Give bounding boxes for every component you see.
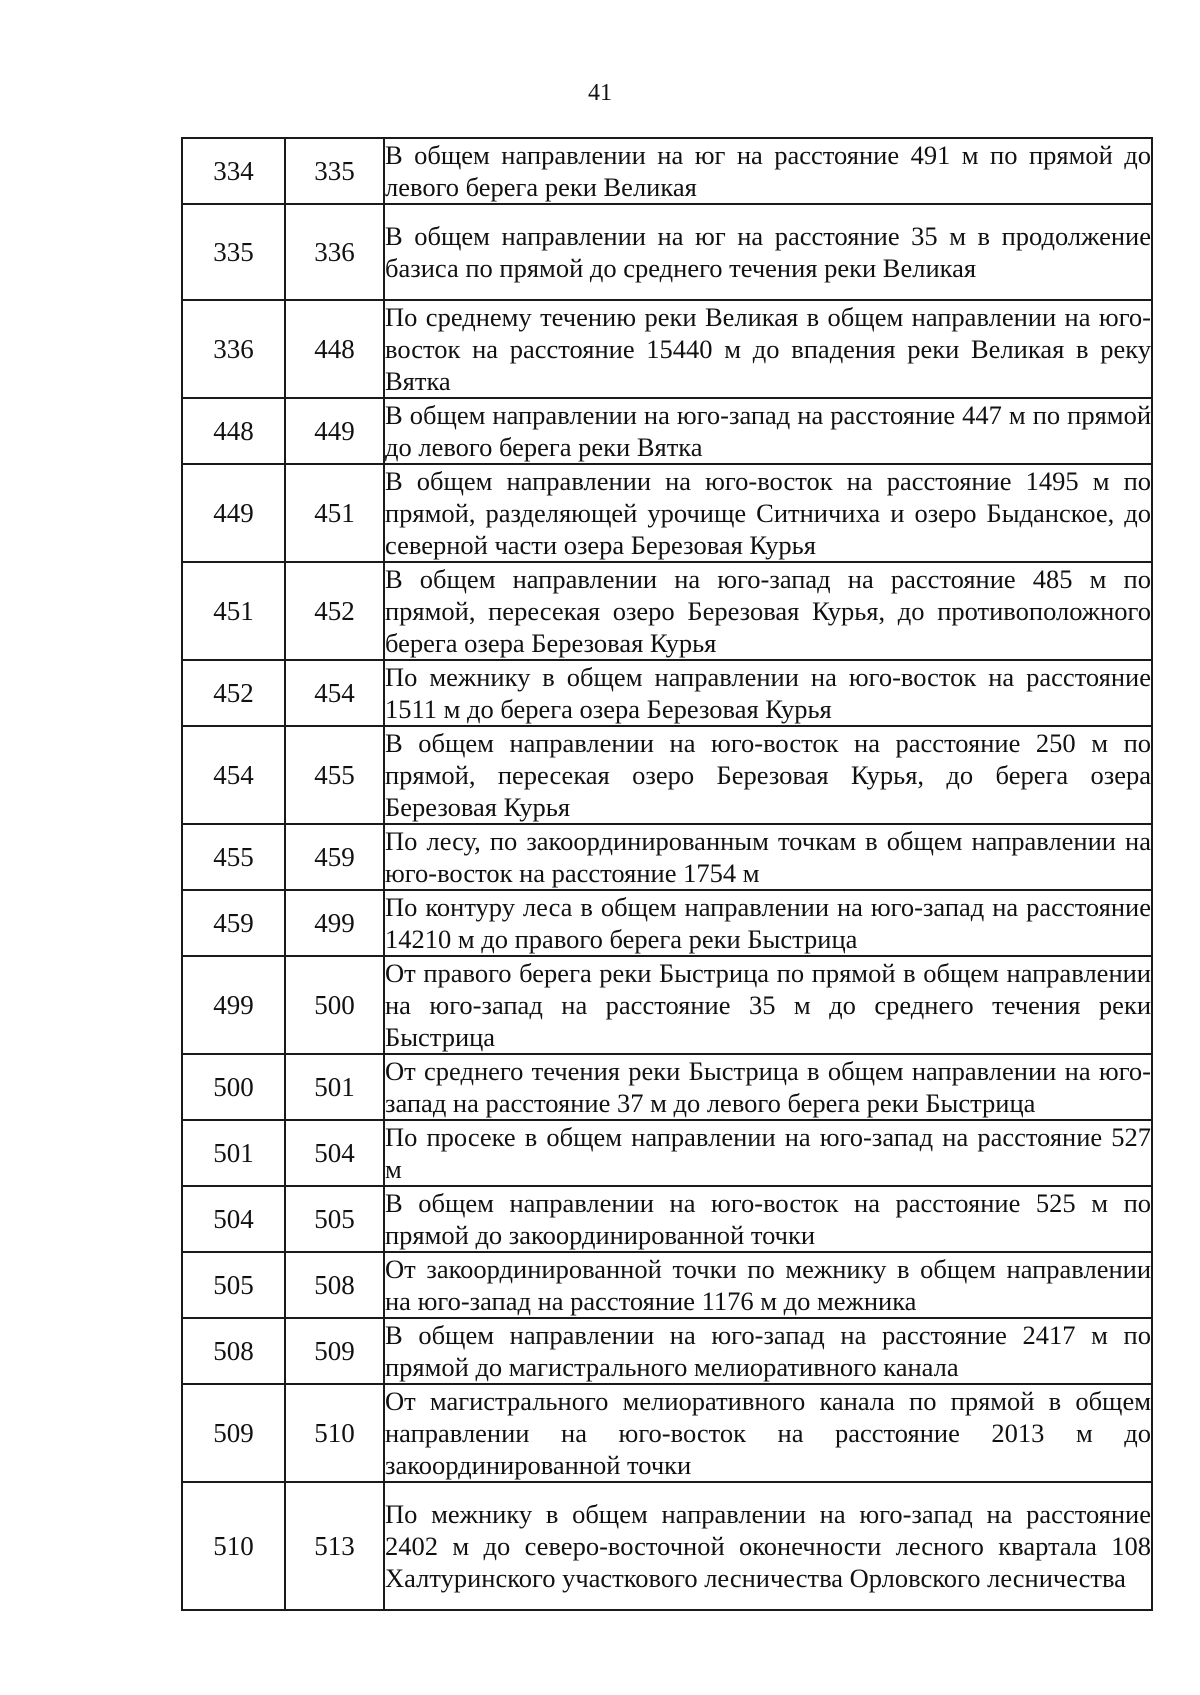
boundary-description: От закоординированной точки по межнику в общем направлении на юго-запад на расстояние 1176 м до межника <box>385 1254 1151 1316</box>
table-row <box>182 300 1152 398</box>
table-row <box>182 398 1152 464</box>
from-point: 500 <box>182 1054 285 1120</box>
to-point: 513 <box>285 1482 384 1610</box>
boundary-description: От среднего течения реки Быстрица в общем направлении на юго-запад на расстояние 37 м до левого берега реки Быстрица <box>385 1056 1151 1118</box>
boundary-description: В общем направлении на юго-запад на расстояние 485 м по прямой, пересекая озеро Березовая Курья, до противоположного берега озера Березовая Курья <box>385 564 1151 658</box>
to-point: 500 <box>285 956 384 1054</box>
from-point: 451 <box>182 562 285 660</box>
from-point: 499 <box>182 956 285 1054</box>
page-number: 41 <box>588 80 612 106</box>
boundary-description: В общем направлении на юг на расстояние 35 м в продолжение базиса по прямой до среднего течения реки Великая <box>384 204 1152 300</box>
table-row <box>182 1482 1152 1610</box>
to-point: 454 <box>285 660 384 726</box>
boundary-description: В общем направлении на юго-запад на расстояние 447 м по прямой до левого берега реки Вятка <box>385 400 1151 462</box>
table-row <box>182 1120 1152 1186</box>
from-point: 509 <box>182 1384 285 1482</box>
table-row <box>182 956 1152 1054</box>
to-point: 508 <box>285 1252 384 1318</box>
to-point: 499 <box>285 890 384 956</box>
to-point: 509 <box>285 1318 384 1384</box>
table-row <box>182 660 1152 726</box>
from-point: 452 <box>182 660 285 726</box>
table-row <box>182 890 1152 956</box>
table-row <box>182 726 1152 824</box>
boundary-description: По среднему течению реки Великая в общем направлении на юго-восток на расстояние 15440 м до впадения реки Великая в реку Вятка <box>385 302 1151 396</box>
to-point: 459 <box>285 824 384 890</box>
from-point: 335 <box>182 204 285 300</box>
from-point: 334 <box>182 138 285 204</box>
table-row <box>182 1186 1152 1252</box>
table-row <box>182 1054 1152 1120</box>
boundary-description: В общем направлении на юг на расстояние 491 м по прямой до левого берега реки Великая <box>385 140 1151 202</box>
to-point: 449 <box>285 398 384 464</box>
table-row <box>182 204 1152 300</box>
from-point: 454 <box>182 726 285 824</box>
to-point: 501 <box>285 1054 384 1120</box>
to-point: 336 <box>285 204 384 300</box>
from-point: 510 <box>182 1482 285 1610</box>
to-point: 510 <box>285 1384 384 1482</box>
from-point: 504 <box>182 1186 285 1252</box>
boundary-description: По просеке в общем направлении на юго-запад на расстояние 527 м <box>385 1122 1151 1184</box>
boundary-description: В общем направлении на юго-восток на расстояние 250 м по прямой, пересекая озеро Березовая Курья, до берега озера Березовая Курья <box>385 728 1151 822</box>
to-point: 448 <box>285 300 384 398</box>
to-point: 505 <box>285 1186 384 1252</box>
from-point: 459 <box>182 890 285 956</box>
from-point: 336 <box>182 300 285 398</box>
boundary-description: По контуру леса в общем направлении на юго-запад на расстояние 14210 м до правого берега реки Быстрица <box>385 892 1151 954</box>
boundary-table <box>181 137 1153 1611</box>
boundary-description: В общем направлении на юго-запад на расстояние 2417 м по прямой до магистрального мелиоративного канала <box>385 1320 1151 1382</box>
boundary-description: От магистрального мелиоративного канала по прямой в общем направлении на юго-восток на расстояние 2013 м до закоординированной точки <box>385 1386 1151 1480</box>
to-point: 451 <box>285 464 384 562</box>
table-row <box>182 1252 1152 1318</box>
from-point: 455 <box>182 824 285 890</box>
table-row <box>182 138 1152 204</box>
from-point: 449 <box>182 464 285 562</box>
boundary-description: По межнику в общем направлении на юго-восток на расстояние 1511 м до берега озера Березовая Курья <box>385 662 1151 724</box>
from-point: 508 <box>182 1318 285 1384</box>
boundary-description: По лесу, по закоординированным точкам в общем направлении на юго-восток на расстояние 1754 м <box>385 826 1151 888</box>
table-row <box>182 562 1152 660</box>
to-point: 452 <box>285 562 384 660</box>
from-point: 505 <box>182 1252 285 1318</box>
table-row <box>182 1384 1152 1482</box>
table-row <box>182 1318 1152 1384</box>
table-row <box>182 464 1152 562</box>
from-point: 448 <box>182 398 285 464</box>
table-row <box>182 824 1152 890</box>
to-point: 504 <box>285 1120 384 1186</box>
boundary-description: В общем направлении на юго-восток на расстояние 525 м по прямой до закоординированной точки <box>385 1188 1151 1250</box>
boundary-description: По межнику в общем направлении на юго-запад на расстояние 2402 м до северо-восточной оконечности лесного квартала 108 Халтуринского участкового лесничества Орловского лесничества <box>384 1482 1152 1610</box>
boundary-description: От правого берега реки Быстрица по прямой в общем направлении на юго-запад на расстояние 35 м до среднего течения реки Быстрица <box>385 958 1151 1052</box>
table-body <box>182 138 1152 1610</box>
to-point: 455 <box>285 726 384 824</box>
boundary-description: В общем направлении на юго-восток на расстояние 1495 м по прямой, разделяющей урочище Ситничиха и озеро Быданское, до северной части озера Березовая Курья <box>385 466 1151 560</box>
from-point: 501 <box>182 1120 285 1186</box>
to-point: 335 <box>285 138 384 204</box>
